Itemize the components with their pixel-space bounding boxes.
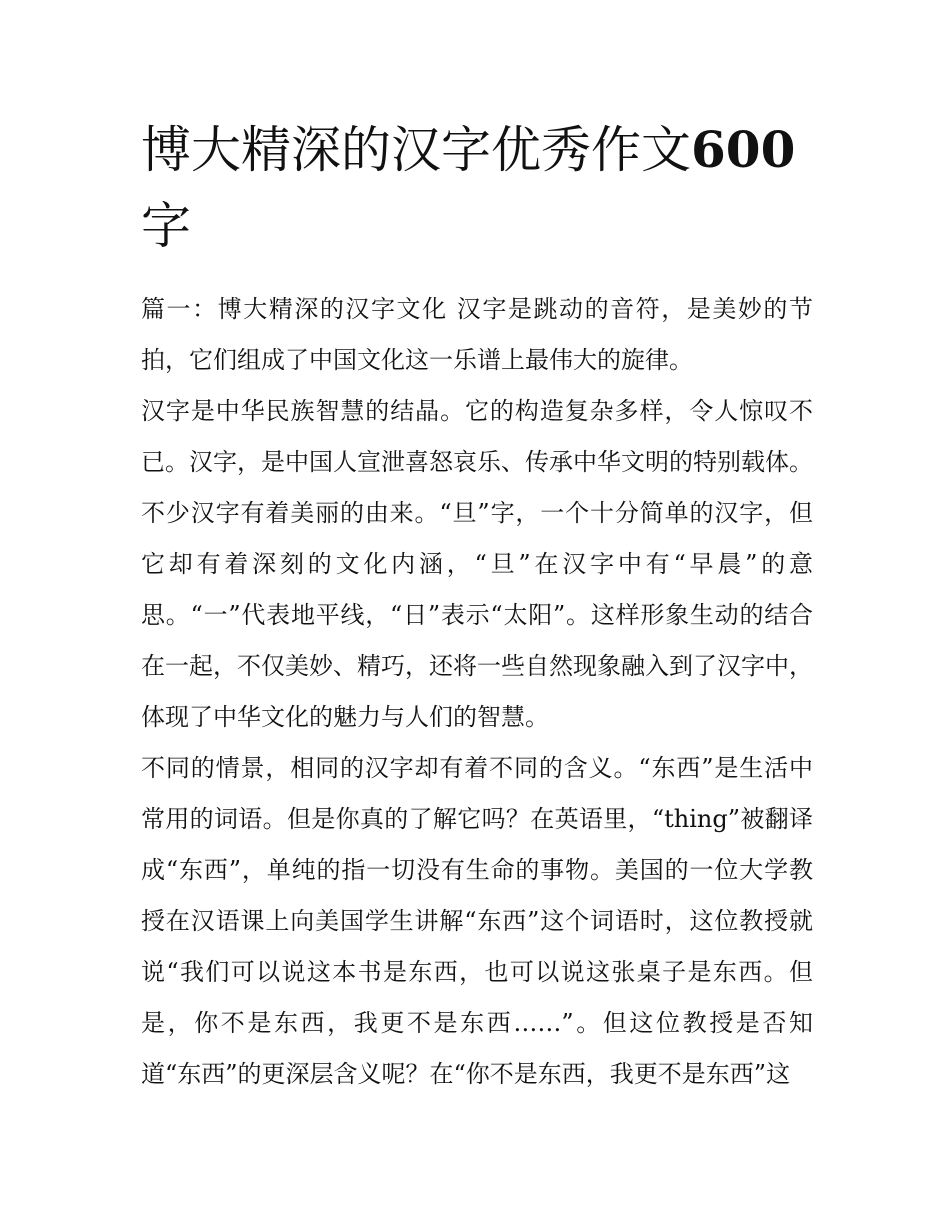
paragraph-3: 不同的情景，相同的汉字却有着不同的含义。“东西”是生活中常用的词语。但是你真的了解它吗？在英语里，“thing”被翻译成“东西”，单纯的指一切没有生命的事物。美国的一位大学教授在汉语课上向美国学生讲解“东西”这个词语时，这位教授就说“我们可以说这本书是东西，也可以说这张桌子是东西。但是，你不是东西，我更不是东西……”。但这位教授是否知道“东西”的更深层含义呢？在“你不是东西，我更不是东西”这 <box>141 754 813 1088</box>
paragraph-2: 汉字是中华民族智慧的结晶。它的构造复杂多样，令人惊叹不已。汉字，是中国人宣泄喜怒哀乐、传承中华文明的特别载体。不少汉字有着美丽的由来。“旦”字，一个十分简单的汉字，但它却有着深刻的文化内涵，“旦”在汉字中有“早晨”的意思。“一”代表地平线，“日”表示“太阳”。这样形象生动的结合在一起，不仅美妙、精巧，还将一些自然现象融入到了汉字中，体现了中华文化的魅力与人们的智慧。 <box>141 397 813 731</box>
title-suffix: 字 <box>141 197 191 255</box>
title-number: 600 <box>691 120 796 179</box>
paragraph-1: 篇一：博大精深的汉字文化 汉字是跳动的音符，是美妙的节拍，它们组成了中国文化这一乐谱上最伟大的旋律。 <box>141 295 813 374</box>
document-title <box>141 112 813 264</box>
document-content <box>141 112 813 1100</box>
title-text: 博大精深的汉字优秀作文 <box>141 121 691 179</box>
